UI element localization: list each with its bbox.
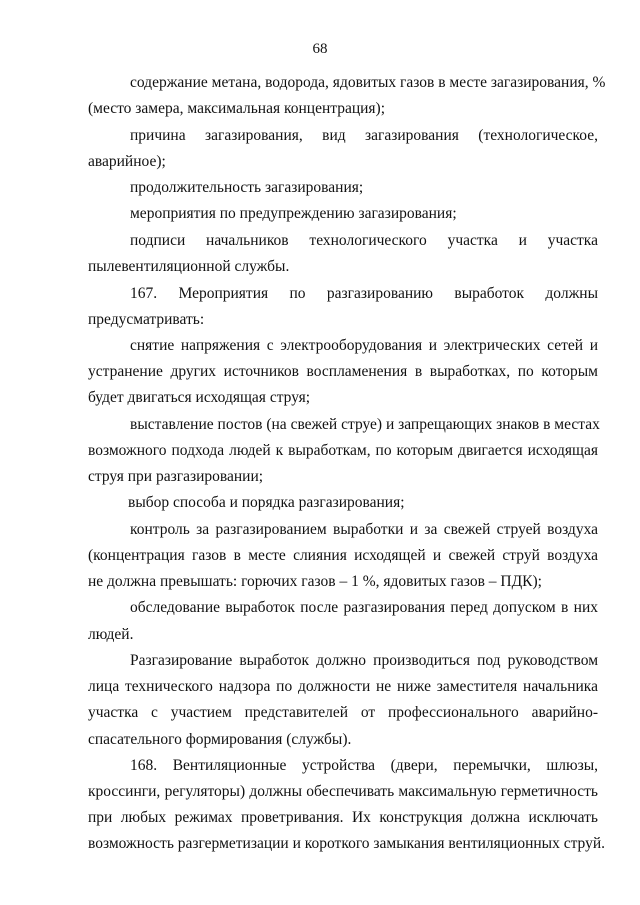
text-line: кроссинги, регуляторы) должны обеспечивать максимальную герметичность — [88, 783, 598, 800]
text-line: 167. Мероприятия по разгазированию выработок должны — [130, 285, 598, 302]
text-line: участка с участием представителей от профессионального аварийно- — [88, 704, 598, 721]
text-line: контроль за разгазированием выработки и за свежей струей воздуха — [130, 521, 598, 538]
text-line: подписи начальников технологического участка и участка — [130, 232, 598, 249]
text-line: выбор способа и порядка разгазирования; — [128, 494, 405, 511]
text-line: при любых режимах проветривания. Их конструкция должна исключать — [88, 809, 598, 826]
text-line: (место замера, максимальная концентрация); — [88, 100, 386, 117]
text-line: не должна превышать: горючих газов – 1 %, ядовитых газов – ПДК); — [88, 573, 542, 590]
text-line: струя при разгазировании; — [88, 468, 264, 485]
text-line: мероприятия по предупреждению загазирования; — [130, 205, 457, 222]
text-line: возможного подхода людей к выработкам, по которым двигается исходящая — [88, 442, 598, 459]
text-line: предусматривать: — [88, 311, 205, 328]
text-line: (концентрация газов в месте слияния исходящей и свежей струй воздуха — [88, 547, 598, 564]
text-line: обследование выработок после разгазирования перед допуском в них — [130, 599, 598, 616]
text-line: спасательного формирования (службы). — [88, 731, 352, 748]
text-line: продолжительность загазирования; — [130, 179, 364, 196]
text-line: Разгазирование выработок должно производиться под руководством — [130, 652, 598, 669]
text-line: людей. — [88, 626, 134, 643]
text-line: выставление постов (на свежей струе) и запрещающих знаков в местах — [130, 416, 600, 433]
text-line: пылевентиляционной службы. — [88, 258, 290, 275]
text-line: снятие напряжения с электрооборудования и электрических сетей и — [130, 337, 598, 354]
text-line: 168. Вентиляционные устройства (двери, перемычки, шлюзы, — [130, 757, 598, 774]
page-number: 68 — [312, 41, 328, 57]
text-line: устранение других источников воспламенения в выработках, по которым — [88, 363, 598, 380]
text-line: аварийное); — [88, 153, 166, 170]
text-line: лица технического надзора по должности не ниже заместителя начальника — [88, 678, 598, 695]
text-line: будет двигаться исходящая струя; — [88, 389, 311, 406]
text-line: содержание метана, водорода, ядовитых газов в месте загазирования, % — [130, 74, 606, 91]
text-line: возможность разгерметизации и короткого замыкания вентиляционных струй. — [88, 835, 606, 852]
text-line: причина загазирования, вид загазирования (технологическое, — [130, 127, 598, 144]
